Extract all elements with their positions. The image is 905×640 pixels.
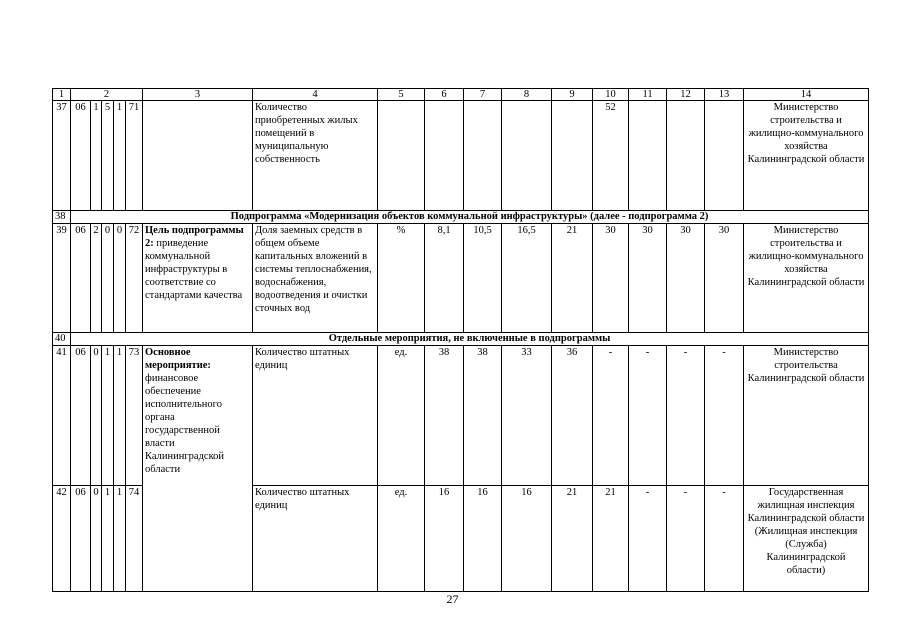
indicators-table [52,88,869,592]
value-cell: - [629,346,667,486]
responsible-cell: Министерство строительства и жилищно-коммунального хозяйства Калининградской области [744,101,869,211]
value-cell: 16 [502,486,552,592]
goal-cell [143,346,253,592]
value-cell: 16,5 [502,224,552,333]
responsible-cell: Министерство строительства и жилищно-коммунального хозяйства Калининградской области [744,224,869,333]
code-cell: 1 [114,486,126,592]
value-cell: - [705,346,744,486]
section-row [53,333,869,346]
header-cell: 13 [705,89,744,101]
responsible-cell: Министерство строительства Калининградской области [744,346,869,486]
indicator-cell: Количество штатных единиц [253,486,378,592]
header-cell: 1 [53,89,71,101]
value-cell: 21 [552,486,593,592]
header-cell: 6 [425,89,464,101]
section-title: Отдельные мероприятия, не включенные в подпрограммы [71,333,869,346]
responsible-cell: Государственная жилищная инспекция Калининградской области (Жилищная инспекция (Служба) Калининградской области) [744,486,869,592]
code-cell: 0 [102,224,114,333]
unit-cell: ед. [378,486,425,592]
row-number: 42 [53,486,71,592]
value-cell [705,101,744,211]
code-cell: 06 [71,346,91,486]
code-cell: 06 [71,224,91,333]
code-cell: 72 [126,224,143,333]
goal-text: приведение коммунальной инфраструктуры в соответствие со стандартами качества [145,238,243,301]
code-cell: 06 [71,486,91,592]
header-cell: 11 [629,89,667,101]
code-cell: 1 [114,346,126,486]
code-cell: 1 [91,101,102,211]
page-number: 27 [446,592,459,606]
header-cell: 10 [593,89,629,101]
value-cell: 8,1 [425,224,464,333]
value-cell: 30 [629,224,667,333]
header-cell: 5 [378,89,425,101]
table-row [53,224,869,333]
code-cell: 0 [91,346,102,486]
value-cell: - [593,346,629,486]
code-cell: 06 [71,101,91,211]
value-cell: 38 [464,346,502,486]
header-cell: 12 [667,89,705,101]
value-cell: - [705,486,744,592]
value-cell: 30 [705,224,744,333]
goal-cell [143,101,253,211]
value-cell: 16 [464,486,502,592]
code-cell: 1 [102,486,114,592]
header-cell: 14 [744,89,869,101]
code-cell: 1 [102,346,114,486]
row-number: 38 [53,211,71,224]
code-cell: 0 [114,224,126,333]
code-cell: 74 [126,486,143,592]
header-cell: 2 [71,89,143,101]
indicator-cell: Количество штатных единиц [253,346,378,486]
row-number: 37 [53,101,71,211]
goal-heading: Основное мероприятие: [145,347,211,371]
code-cell: 1 [114,101,126,211]
section-row [53,211,869,224]
code-cell: 5 [102,101,114,211]
value-cell: 21 [593,486,629,592]
header-row [53,89,869,101]
header-cell: 8 [502,89,552,101]
unit-cell [378,101,425,211]
value-cell: - [667,346,705,486]
header-cell: 3 [143,89,253,101]
value-cell [629,101,667,211]
code-cell: 71 [126,101,143,211]
indicator-cell: Доля заемных средств в общем объеме капитальных вложений в системы теплоснабжения, водоснабжения, водоотведения и очистки сточных вод [253,224,378,333]
row-number: 40 [53,333,71,346]
row-number: 39 [53,224,71,333]
value-cell: 30 [593,224,629,333]
value-cell: 36 [552,346,593,486]
header-cell: 4 [253,89,378,101]
value-cell [667,101,705,211]
table-row [53,101,869,211]
code-cell: 73 [126,346,143,486]
value-cell: 52 [593,101,629,211]
row-number: 41 [53,346,71,486]
header-cell: 7 [464,89,502,101]
value-cell: 21 [552,224,593,333]
code-cell: 2 [91,224,102,333]
value-cell [464,101,502,211]
value-cell: 30 [667,224,705,333]
value-cell: 33 [502,346,552,486]
value-cell [502,101,552,211]
section-title: Подпрограмма «Модернизация объектов коммунальной инфраструктуры» (далее - подпрограмма 2) [71,211,869,224]
table-row [53,346,869,486]
goal-text: финансовое обеспечение исполнительного органа государственной власти Калининградской области [145,373,225,475]
header-cell: 9 [552,89,593,101]
indicator-cell: Количество приобретенных жилых помещений в муниципальную собственность [253,101,378,211]
value-cell [552,101,593,211]
unit-cell: % [378,224,425,333]
value-cell [425,101,464,211]
value-cell: - [629,486,667,592]
goal-heading: Цель подпрограммы 2: [145,225,244,249]
value-cell: 16 [425,486,464,592]
goal-cell [143,224,253,333]
unit-cell: ед. [378,346,425,486]
value-cell: 10,5 [464,224,502,333]
value-cell: - [667,486,705,592]
value-cell: 38 [425,346,464,486]
code-cell: 0 [91,486,102,592]
